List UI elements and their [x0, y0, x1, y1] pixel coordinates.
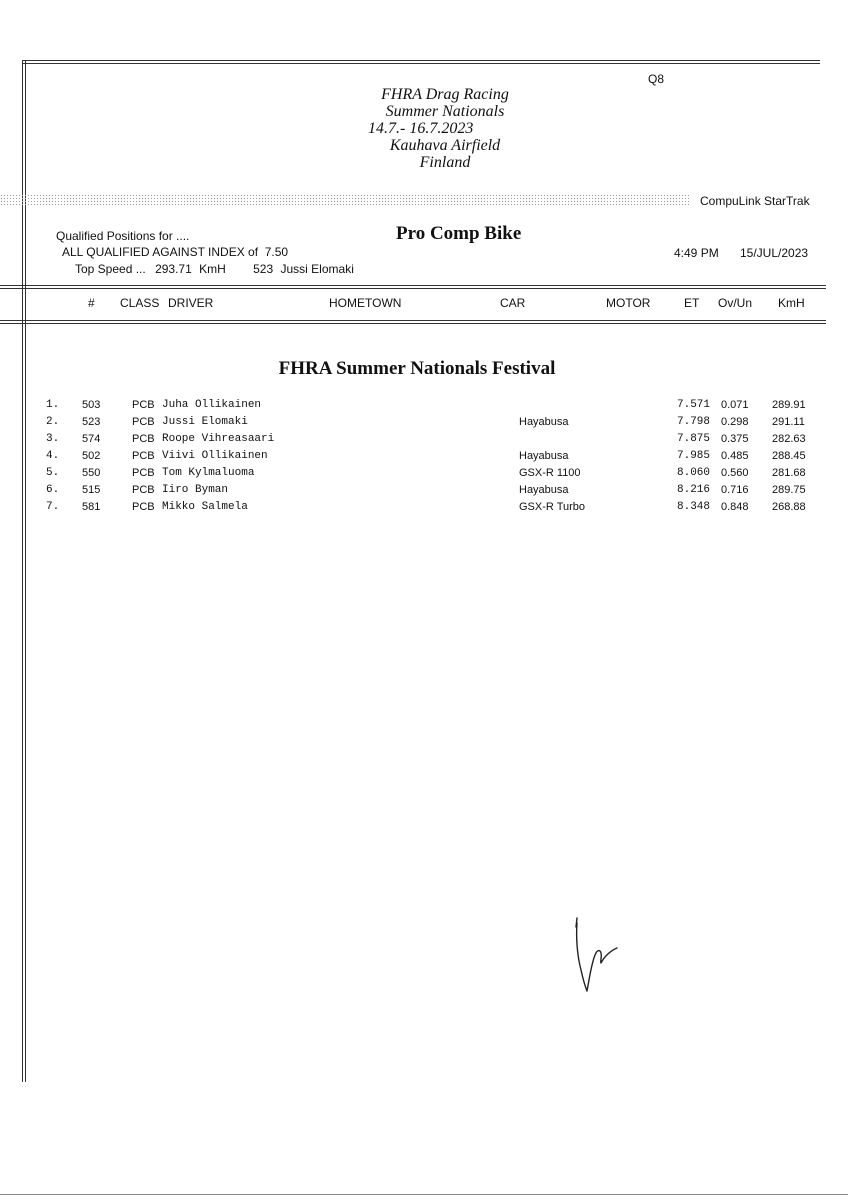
bottom-line	[0, 1194, 848, 1195]
event-line-4: Kauhava Airfield	[389, 137, 501, 154]
row-num: 574	[82, 433, 101, 445]
col-et: ET	[684, 296, 700, 310]
col-num: #	[88, 296, 95, 310]
row-class: PCB	[132, 416, 155, 428]
row-class: PCB	[132, 501, 155, 513]
row-kmh: 268.88	[772, 501, 806, 513]
top-border-inner	[22, 63, 820, 64]
row-class: PCB	[132, 467, 155, 479]
row-ovun: 0.716	[721, 484, 749, 496]
top-speed-line	[75, 262, 354, 276]
row-class: PCB	[132, 399, 155, 411]
signature-mark	[560, 915, 630, 1000]
event-title-block	[330, 86, 560, 171]
row-car: Hayabusa	[519, 450, 569, 462]
row-kmh: 282.63	[772, 433, 806, 445]
row-et: 7.798	[677, 416, 711, 428]
table-row	[0, 482, 848, 499]
row-kmh: 289.75	[772, 484, 806, 496]
row-num: 581	[82, 501, 101, 513]
header-rule-top-2	[0, 288, 826, 289]
row-driver: Iiro Byman	[162, 484, 229, 496]
row-pos: 1.	[46, 399, 60, 411]
row-car: GSX-R 1100	[519, 467, 581, 479]
row-pos: 6.	[46, 484, 60, 496]
row-class: PCB	[132, 484, 155, 496]
row-et: 8.348	[677, 501, 711, 513]
row-class: PCB	[132, 450, 155, 462]
row-driver: Viivi Ollikainen	[162, 450, 268, 462]
row-class: PCB	[132, 433, 155, 445]
header-rule-bottom-2	[0, 323, 826, 324]
left-border-inner	[25, 60, 26, 1082]
row-driver: Tom Kylmaluoma	[162, 467, 255, 479]
row-pos: 4.	[46, 450, 60, 462]
event-line-3: 14.7.- 16.7.2023	[368, 120, 474, 137]
col-ovun: Ov/Un	[718, 296, 753, 310]
col-motor: MOTOR	[606, 296, 651, 310]
row-num: 515	[82, 484, 101, 496]
row-pos: 2.	[46, 416, 60, 428]
header-rule-top	[0, 285, 826, 286]
session-id: Q8	[648, 72, 665, 86]
index-line: ALL QUALIFIED AGAINST INDEX of 7.50	[62, 245, 289, 259]
row-kmh: 281.68	[772, 467, 806, 479]
left-border	[22, 60, 23, 1082]
row-ovun: 0.375	[721, 433, 749, 445]
qualified-label: Qualified Positions for ....	[56, 229, 190, 243]
row-car: Hayabusa	[519, 484, 569, 496]
row-num: 502	[82, 450, 101, 462]
col-car: CAR	[500, 296, 526, 310]
row-ovun: 0.848	[721, 501, 749, 513]
row-driver: Mikko Salmela	[162, 501, 248, 513]
top-border	[22, 60, 820, 61]
system-name: CompuLink StarTrak	[700, 194, 810, 208]
row-ovun: 0.071	[721, 399, 749, 411]
row-et: 8.060	[677, 467, 711, 479]
report-date: 15/JUL/2023	[740, 246, 809, 260]
row-et: 7.985	[677, 450, 711, 462]
report-time: 4:49 PM	[674, 246, 719, 260]
event-line-1: FHRA Drag Racing	[381, 86, 509, 103]
row-ovun: 0.560	[721, 467, 749, 479]
table-row	[0, 499, 848, 516]
table-row	[0, 465, 848, 482]
row-driver: Juha Ollikainen	[162, 399, 262, 411]
header-rule-bottom	[0, 320, 826, 321]
table-row	[0, 397, 848, 414]
row-car: Hayabusa	[519, 416, 569, 428]
col-driver: DRIVER	[168, 296, 214, 310]
top-speed-unit: KmH	[199, 262, 226, 276]
event-line-2: Summer Nationals	[385, 103, 505, 120]
table-row	[0, 431, 848, 448]
row-et: 7.875	[677, 433, 711, 445]
row-et: 7.571	[677, 399, 711, 411]
col-class: CLASS	[120, 296, 160, 310]
table-row	[0, 448, 848, 465]
row-ovun: 0.298	[721, 416, 749, 428]
row-num: 550	[82, 467, 101, 479]
row-car: GSX-R Turbo	[519, 501, 586, 513]
row-num: 503	[82, 399, 101, 411]
top-speed-value: 293.71	[155, 262, 192, 276]
top-speed-label: Top Speed ...	[75, 262, 146, 276]
row-driver: Roope Vihreasaari	[162, 433, 275, 445]
top-speed-num: 523	[253, 262, 274, 276]
row-kmh: 288.45	[772, 450, 806, 462]
row-pos: 7.	[46, 501, 60, 513]
top-speed-driver: Jussi Elomaki	[280, 262, 354, 276]
col-hometown: HOMETOWN	[329, 296, 402, 310]
festival-title: FHRA Summer Nationals Festival	[278, 358, 556, 379]
event-line-5: Finland	[419, 154, 471, 171]
row-kmh: 289.91	[772, 399, 806, 411]
row-pos: 5.	[46, 467, 60, 479]
row-ovun: 0.485	[721, 450, 749, 462]
row-et: 8.216	[677, 484, 711, 496]
table-row	[0, 414, 848, 431]
row-driver: Jussi Elomaki	[162, 416, 248, 428]
dotted-band	[0, 194, 690, 206]
row-kmh: 291.11	[772, 416, 805, 428]
row-num: 523	[82, 416, 101, 428]
col-kmh: KmH	[778, 296, 805, 310]
class-title: Pro Comp Bike	[396, 223, 522, 244]
row-pos: 3.	[46, 433, 60, 445]
